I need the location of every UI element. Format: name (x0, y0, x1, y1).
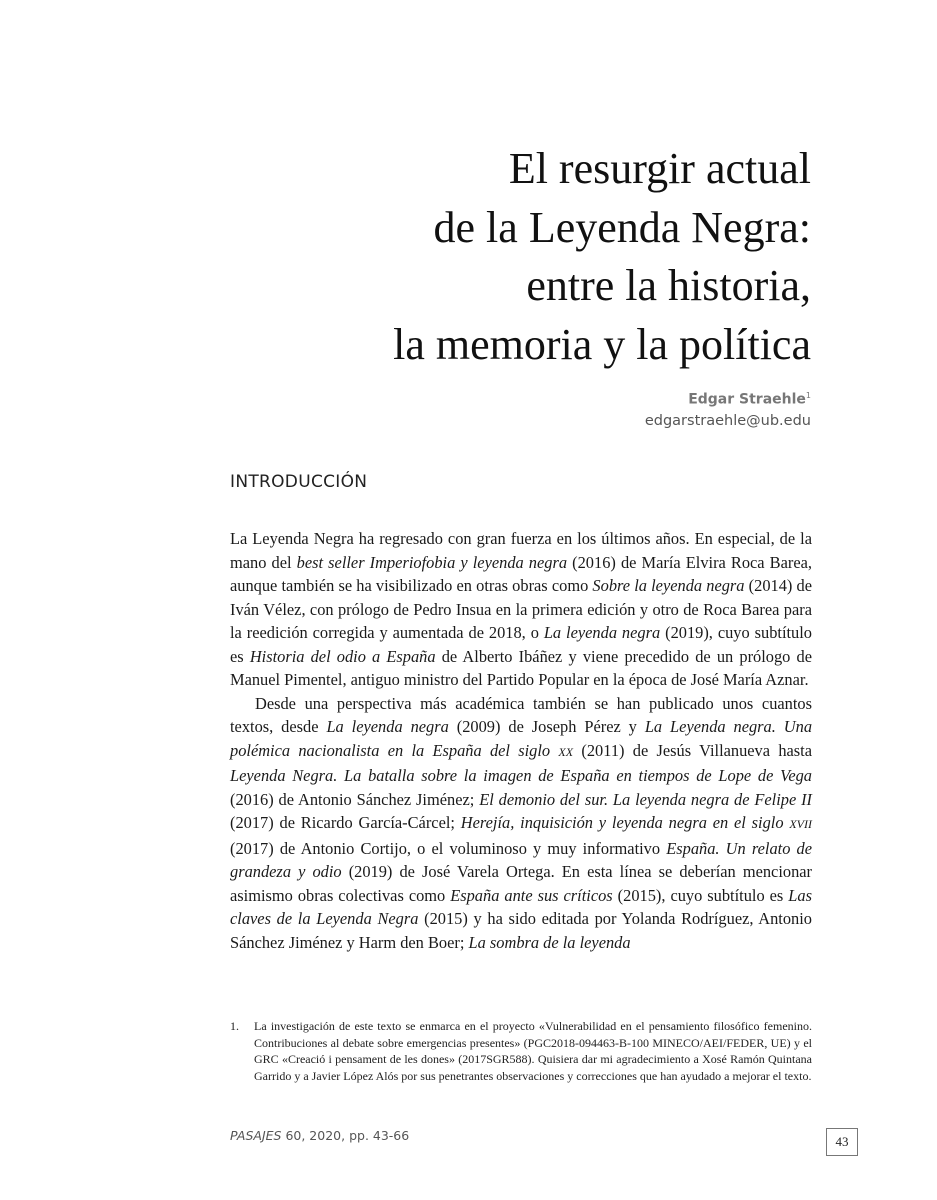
footnote-1 (230, 1018, 812, 1084)
title-line-1: El resurgir actual (508, 144, 811, 193)
author-name: Edgar Straehle (688, 391, 806, 408)
title-line-3: entre la historia, (526, 261, 811, 310)
author-email[interactable]: edgarstraehle@ub.edu (644, 412, 811, 429)
title-line-2: de la Leyenda Negra: (433, 202, 811, 252)
footnote-text: La investigación de este texto se enmarca en el proyecto «Vulnerabilidad en el pensamiento filosófico femenino. Contribuciones al debate sobre emergencias presentes» (PGC2018-094463-B-100 MINECO/AEI/FEDER, UE) y el GRC «Creació i pensament de les dones» (2017SGR588). Quisiera dar mi agradecimiento a Xosé Ramón Quintana Garrido y a Javier López Alós por sus penetrantes observaciones y correcciones que han ayudado a mejorar el texto. (254, 1019, 812, 1083)
running-footer (230, 1128, 409, 1143)
article-title (251, 140, 811, 374)
paragraph-1: La Leyenda Negra ha regresado con gran fuerza en los últimos años. En especial, de la mano del best seller Imperiofobia y leyenda negra (2016) de María Elvira Roca Barea, aunque también se ha visibilizado en otras obras como Sobre la leyenda negra (2014) de Iván Vélez, con prólogo de Pedro Insua en la primera edición y otro de Roca Barea para la reedición corregida y aumentada de 2018, o La leyenda negra (2019), cuyo subtítulo es Historia del odio a España de Alberto Ibáñez y viene precedido de un prólogo de Manuel Pimentel, antiguo ministro del Partido Popular en la época de José María Aznar. (230, 529, 812, 689)
footnote-number: 1. (230, 1019, 239, 1033)
paragraph-2: Desde una perspectiva más académica también se han publicado unos cuantos textos, desde La leyenda negra (2009) de Joseph Pérez y La Leyenda negra. Una polémica nacionalista en la España del siglo XX (2011) de Jesús Villanueva hasta Leyenda Negra. La batalla sobre la imagen de España en tiempos de Lope de Vega (2016) de Antonio Sánchez Jiménez; El demonio del sur. La leyenda negra de Felipe II (2017) de Ricardo García-Cárcel; Herejía, inquisición y leyenda negra en el siglo XVII (2017) de Antonio Cortijo, o el voluminoso y muy informativo España. Un relato de grandeza y odio (2019) de José Varela Ortega. En esta línea se deberían mencionar asimismo obras colectivas como España ante sus críticos (2015), cuyo subtítulo es Las claves de la Leyenda Negra (2015) y ha sido editada por Yolanda Rodríguez, Antonio Sánchez Jiménez y Harm den Boer; La sombra de la leyenda (230, 693, 813, 952)
page-number: 43 (826, 1128, 858, 1156)
author-name-line (645, 386, 811, 410)
author-block (645, 386, 811, 432)
author-footnote-mark[interactable]: 1 (805, 391, 811, 400)
journal-name: PASAJES (230, 1128, 282, 1143)
body-text (230, 527, 812, 954)
journal-details: 60, 2020, pp. 43-66 (281, 1128, 410, 1143)
section-heading: INTRODUCCIÓN (230, 472, 368, 492)
title-line-4: la memoria y la política (393, 319, 811, 369)
